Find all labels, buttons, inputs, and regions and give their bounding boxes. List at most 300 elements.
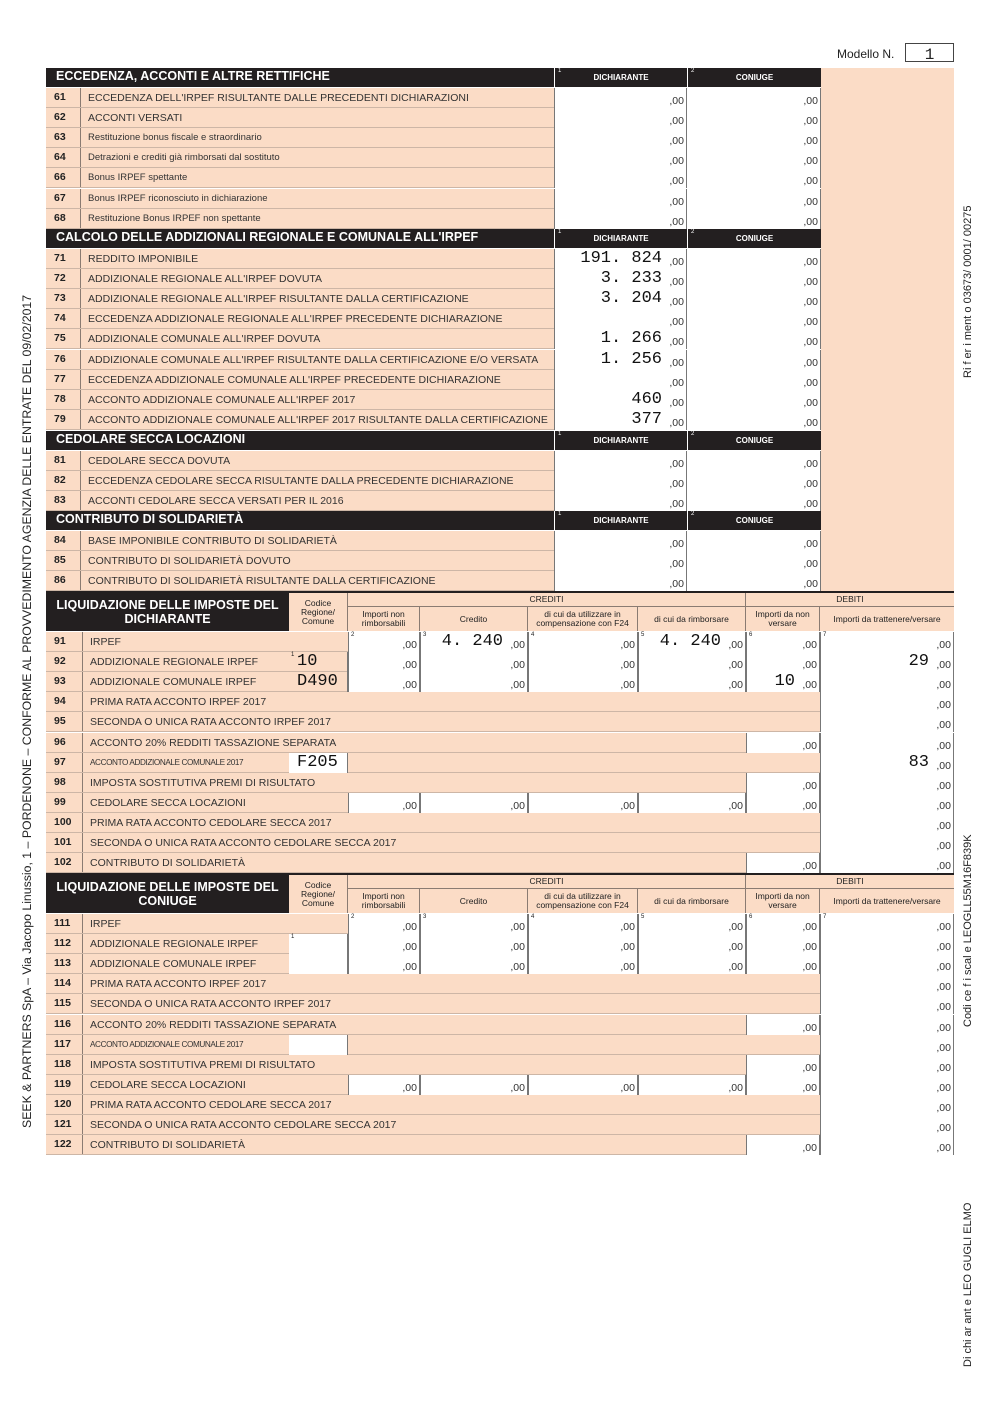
tratt-field[interactable] <box>820 1135 954 1155</box>
nonvers-field[interactable] <box>746 793 820 813</box>
nonvers-field[interactable] <box>746 652 820 672</box>
row-number: 72 <box>46 269 81 288</box>
row-number: 115 <box>46 994 83 1013</box>
liquidazione-row-r99 <box>46 793 954 813</box>
decimal-zero: ,00 <box>803 115 818 128</box>
form-row-r81 <box>46 451 821 471</box>
nonvers-field[interactable] <box>746 1015 820 1035</box>
row-label: CONTRIBUTO DI SOLIDARIETÀ <box>90 857 245 870</box>
tratt-field[interactable] <box>820 753 954 773</box>
dichiarante-field[interactable] <box>554 551 687 571</box>
decimal-zero: ,00 <box>620 921 635 933</box>
row-label: REDDITO IMPONIBILE <box>88 253 199 265</box>
coniuge-field[interactable] <box>687 249 821 269</box>
decimal-zero: ,00 <box>936 1001 951 1014</box>
col-dichiarante-label: DICHIARANTE <box>593 436 649 445</box>
decimal-zero: ,00 <box>669 195 684 208</box>
nonvers-field[interactable] <box>746 954 820 974</box>
dichiarante-field[interactable] <box>554 370 687 390</box>
form-row-r63 <box>46 128 821 148</box>
rimb-field[interactable] <box>638 652 746 672</box>
decimal-zero: ,00 <box>803 95 818 107</box>
row-label: CONTRIBUTO DI SOLIDARIETÀ DOVUTO <box>88 555 291 567</box>
nonrimb-field[interactable] <box>348 934 420 954</box>
tratt-field[interactable] <box>820 934 954 954</box>
nonvers-field[interactable] <box>746 1135 820 1155</box>
f24-field[interactable] <box>528 914 638 934</box>
codice-field[interactable] <box>289 652 348 672</box>
col-dichiarante-label: DICHIARANTE <box>593 234 649 243</box>
form-row-r79 <box>46 410 821 430</box>
amount-value: 377 <box>631 409 662 429</box>
form-row-r76 <box>46 350 821 370</box>
riferimento-vertical-text: Ri f er i ment o 03673/ 0001/ 00275 <box>962 205 974 378</box>
decimal-zero: ,00 <box>402 921 417 933</box>
decimal-zero: ,00 <box>728 941 743 954</box>
form-row-r67 <box>46 189 821 209</box>
row-number: 75 <box>46 329 81 348</box>
cell-index: 7 <box>823 914 827 920</box>
nonvers-field[interactable] <box>746 672 820 692</box>
dichiarante-field[interactable] <box>554 128 687 148</box>
form-row-r64 <box>46 148 821 168</box>
row-label: ACCONTO 20% REDDITI TASSAZIONE SEPARATA <box>90 1018 337 1031</box>
liquidazione-row-r113 <box>46 954 954 974</box>
dichiarante-field[interactable] <box>554 491 687 511</box>
tratt-field[interactable] <box>820 813 954 833</box>
decimal-zero: ,00 <box>936 1122 951 1134</box>
f24-field[interactable] <box>528 793 638 813</box>
liquidazione-row-r91 <box>46 632 954 652</box>
row-number: 112 <box>46 934 83 953</box>
tratt-field[interactable] <box>820 954 954 974</box>
liquidazione-header <box>46 873 954 913</box>
form-row-r78 <box>46 390 821 410</box>
coniuge-field[interactable] <box>687 370 821 390</box>
decimal-zero: ,00 <box>620 679 635 692</box>
liquidazione-row-r101 <box>46 833 954 853</box>
row-number: 64 <box>46 148 81 167</box>
row-label: ADDIZIONALE REGIONALE IRPEF <box>90 656 259 669</box>
dichiarante-field[interactable] <box>554 410 687 430</box>
row-label: ECCEDENZA DELL'IRPEF RISULTANTE DALLE PRECEDENTI DICHIARAZIONI <box>88 92 469 104</box>
row-label: ACCONTO 20% REDDITI TASSAZIONE SEPARATA <box>90 736 337 749</box>
coniuge-field[interactable] <box>687 269 821 289</box>
row-number: 118 <box>46 1055 83 1074</box>
codice-field[interactable] <box>289 1035 348 1055</box>
decimal-zero: ,00 <box>936 759 951 772</box>
row-label: CEDOLARE SECCA LOCAZIONI <box>90 796 246 809</box>
form-row-r66 <box>46 168 821 188</box>
modello-number-field[interactable]: 1 <box>905 43 954 62</box>
liquidazione-row-r97 <box>46 753 954 773</box>
decimal-zero: ,00 <box>802 921 817 933</box>
row-number: 111 <box>46 914 83 933</box>
decimal-zero: ,00 <box>669 356 684 369</box>
dichiarante-field[interactable] <box>554 531 687 551</box>
coniuge-field[interactable] <box>687 309 821 329</box>
nonrimb-field[interactable] <box>348 793 420 813</box>
dichiarante-field[interactable] <box>554 329 687 349</box>
f24-field[interactable] <box>528 934 638 954</box>
decimal-zero: ,00 <box>669 296 684 309</box>
cell-index: 3 <box>423 632 427 638</box>
row-number: 81 <box>46 451 81 470</box>
decimal-zero: ,00 <box>669 155 684 168</box>
tratt-field[interactable] <box>820 632 954 652</box>
section-title: CEDOLARE SECCA LOCAZIONI <box>56 432 246 446</box>
coniuge-field[interactable] <box>687 209 821 229</box>
tratt-field[interactable] <box>820 773 954 793</box>
nonvers-field[interactable] <box>746 733 820 753</box>
row-label: CEDOLARE SECCA LOCAZIONI <box>90 1078 246 1091</box>
coniuge-field[interactable] <box>687 148 821 168</box>
tratt-field[interactable] <box>820 1075 954 1095</box>
row-label: PRIMA RATA ACCONTO CEDOLARE SECCA 2017 <box>90 1098 332 1111</box>
codice-field[interactable] <box>289 954 348 974</box>
coniuge-field[interactable] <box>687 108 821 128</box>
tratt-field[interactable] <box>820 994 954 1014</box>
decimal-zero: ,00 <box>669 558 684 570</box>
row-label: ADDIZIONALE COMUNALE IRPEF <box>90 676 257 689</box>
liquidazione-row-r94 <box>46 692 954 712</box>
tratt-field[interactable] <box>820 974 954 994</box>
row-number: 101 <box>46 833 83 852</box>
dichiarante-field[interactable] <box>554 451 687 471</box>
coniuge-field[interactable] <box>687 189 821 209</box>
row-label: CEDOLARE SECCA DOVUTA <box>88 455 231 467</box>
nonrimb-field[interactable] <box>348 672 420 692</box>
liquidazione-row-r116 <box>46 1015 954 1035</box>
dichiarante-field[interactable] <box>554 471 687 491</box>
debiti-header: DEBITI <box>746 593 954 607</box>
tratt-field[interactable] <box>820 692 954 712</box>
row-number: 74 <box>46 309 81 328</box>
row-label: IMPOSTA SOSTITUTIVA PREMI DI RISULTATO <box>90 776 316 789</box>
form-row-r82 <box>46 471 821 491</box>
decimal-zero: ,00 <box>620 941 635 954</box>
row-number: 114 <box>46 974 83 993</box>
nonvers-field[interactable] <box>746 853 820 873</box>
row-number: 96 <box>46 733 83 752</box>
liquidazione-row-r102 <box>46 853 954 873</box>
decimal-zero: ,00 <box>936 981 951 994</box>
row-label: ACCONTO ADDIZIONALE COMUNALE ALL'IRPEF 2017 <box>88 393 356 406</box>
rimb-field[interactable] <box>638 954 746 974</box>
decimal-zero: ,00 <box>510 659 525 672</box>
row-label: SECONDA O UNICA RATA ACCONTO IRPEF 2017 <box>90 716 331 729</box>
decimal-zero: ,00 <box>803 256 818 268</box>
rimb-field[interactable] <box>638 672 746 692</box>
credito-field[interactable] <box>420 632 528 652</box>
decimal-zero: ,00 <box>802 1021 817 1034</box>
decimal-zero: ,00 <box>669 95 684 107</box>
tratt-field[interactable] <box>820 833 954 853</box>
decimal-zero: ,00 <box>936 799 951 812</box>
amount-value: 191. 824 <box>580 249 662 268</box>
form-row-r68 <box>46 209 821 229</box>
row-number: 119 <box>46 1075 83 1094</box>
row-number: 77 <box>46 370 81 389</box>
row-label: PRIMA RATA ACCONTO IRPEF 2017 <box>90 696 267 709</box>
decimal-zero: ,00 <box>669 135 684 148</box>
rimb-field[interactable] <box>638 1075 746 1095</box>
decimal-zero: ,00 <box>936 840 951 852</box>
col-header-credito: Credito <box>420 607 528 631</box>
row-label: ADDIZIONALE REGIONALE IRPEF <box>90 938 259 951</box>
credito-field[interactable] <box>420 652 528 672</box>
decimal-zero: ,00 <box>802 799 817 812</box>
tratt-field[interactable] <box>820 652 954 672</box>
coniuge-field[interactable] <box>687 410 821 430</box>
tratt-field[interactable] <box>820 853 954 873</box>
coniuge-field[interactable] <box>687 471 821 491</box>
f24-field[interactable] <box>528 672 638 692</box>
decimal-zero: ,00 <box>620 1081 635 1094</box>
section-header-s4 <box>46 511 821 530</box>
codice-field[interactable] <box>289 672 348 692</box>
row-number: 84 <box>46 531 81 550</box>
credito-field[interactable] <box>420 793 528 813</box>
decimal-zero: ,00 <box>669 215 684 228</box>
debiti-header: DEBITI <box>746 875 954 889</box>
col-header-nonrimb: Importi non rimborsabili <box>348 889 420 913</box>
decimal-zero: ,00 <box>620 659 635 672</box>
liquidazione-row-r100 <box>46 813 954 833</box>
liquidazione-row-r95 <box>46 712 954 732</box>
row-number: 73 <box>46 289 81 308</box>
codice-fiscale-vertical-text: Codi ce f i scal e LEOGLL55M16F839K <box>962 834 974 1027</box>
coniuge-field[interactable] <box>687 289 821 309</box>
row-number: 113 <box>46 954 83 973</box>
dichiarante-field[interactable] <box>554 189 687 209</box>
nonrimb-field[interactable] <box>348 1075 420 1095</box>
row-label: IRPEF <box>90 636 121 648</box>
decimal-zero: ,00 <box>802 1081 817 1094</box>
row-label: CONTRIBUTO DI SOLIDARIETÀ <box>90 1139 245 1152</box>
amount-value: 10 <box>774 672 795 692</box>
row-label: CONTRIBUTO DI SOLIDARIETÀ RISULTANTE DALLA CERTIFICAZIONE <box>88 575 436 587</box>
decimal-zero: ,00 <box>669 276 684 289</box>
decimal-zero: ,00 <box>936 659 951 672</box>
decimal-zero: ,00 <box>803 296 818 309</box>
nonvers-field[interactable] <box>746 1075 820 1095</box>
row-label: Restituzione bonus fiscale e straordinario <box>88 132 262 144</box>
rimb-field[interactable] <box>638 914 746 934</box>
section-title: CONTRIBUTO DI SOLIDARIETÀ <box>56 512 244 526</box>
row-number: 67 <box>46 189 81 208</box>
cell-index: 6 <box>749 914 753 920</box>
tratt-field[interactable] <box>820 1055 954 1075</box>
rimb-field[interactable] <box>638 793 746 813</box>
form-row-r85 <box>46 551 821 571</box>
decimal-zero: ,00 <box>510 941 525 954</box>
col-number: 1 <box>558 68 562 74</box>
liquidazione-row-r117 <box>46 1035 954 1055</box>
decimal-zero: ,00 <box>803 396 818 409</box>
right-shaded-column <box>821 68 954 591</box>
dichiarante-field[interactable] <box>554 249 687 269</box>
codice-field[interactable] <box>289 934 348 954</box>
decimal-zero: ,00 <box>620 639 635 651</box>
decimal-zero: ,00 <box>669 175 684 188</box>
col-number: 2 <box>691 511 695 517</box>
tratt-field[interactable] <box>820 793 954 813</box>
row-number: 63 <box>46 128 81 147</box>
dichiarante-field[interactable] <box>554 88 687 108</box>
dichiarante-field[interactable] <box>554 269 687 289</box>
decimal-zero: ,00 <box>803 376 818 389</box>
rimb-field[interactable] <box>638 632 746 652</box>
decimal-zero: ,00 <box>802 679 817 692</box>
row-label: IMPOSTA SOSTITUTIVA PREMI DI RISULTATO <box>90 1058 316 1071</box>
codice-header: Codice Regione/ Comune <box>289 593 348 631</box>
nonrimb-field[interactable] <box>348 914 420 934</box>
tratt-field[interactable] <box>820 1035 954 1055</box>
coniuge-field[interactable] <box>687 551 821 571</box>
liquidazione-row-r111 <box>46 914 954 934</box>
liquidazione-title: LIQUIDAZIONE DELLE IMPOSTE DEL DICHIARANTE <box>46 593 289 631</box>
form-row-r84 <box>46 531 821 551</box>
dichiarante-field[interactable] <box>554 390 687 410</box>
form-row-r61 <box>46 88 821 108</box>
tratt-field[interactable] <box>820 733 954 753</box>
row-label: Restituzione Bonus IRPEF non spettante <box>88 212 261 224</box>
nonvers-field[interactable] <box>746 773 820 793</box>
dichiarante-field[interactable] <box>554 571 687 591</box>
coniuge-field[interactable] <box>687 571 821 591</box>
row-number: 99 <box>46 793 83 812</box>
col-coniuge-label: CONIUGE <box>735 516 774 525</box>
nonvers-field[interactable] <box>746 1055 820 1075</box>
row-number: 76 <box>46 350 81 369</box>
nonrimb-field[interactable] <box>348 632 420 652</box>
tratt-field[interactable] <box>820 914 954 934</box>
coniuge-field[interactable] <box>687 329 821 349</box>
cell-index: 7 <box>823 632 827 638</box>
tratt-field[interactable] <box>820 712 954 732</box>
decimal-zero: ,00 <box>669 458 684 470</box>
row-label: PRIMA RATA ACCONTO IRPEF 2017 <box>90 978 267 991</box>
f24-field[interactable] <box>528 954 638 974</box>
row-label: IRPEF <box>90 918 121 930</box>
coniuge-field[interactable] <box>687 451 821 471</box>
row-number: 86 <box>46 571 81 590</box>
decimal-zero: ,00 <box>728 659 743 672</box>
decimal-zero: ,00 <box>936 679 951 692</box>
row-label: ACCONTO ADDIZIONALE COMUNALE 2017 <box>90 1039 244 1049</box>
decimal-zero: ,00 <box>669 115 684 128</box>
decimal-zero: ,00 <box>936 699 951 712</box>
liquidazione-row-r92 <box>46 652 954 672</box>
dichiarante-field[interactable] <box>554 289 687 309</box>
col-header-tratt: Importi da trattenere/versare <box>833 613 941 624</box>
dichiarante-field[interactable] <box>554 108 687 128</box>
coniuge-field[interactable] <box>687 88 821 108</box>
nonvers-field[interactable] <box>746 632 820 652</box>
cell-index: 4 <box>531 632 535 638</box>
liquidazione-row-r115 <box>46 994 954 1014</box>
nonvers-field[interactable] <box>746 934 820 954</box>
decimal-zero: ,00 <box>510 679 525 692</box>
crediti-header: CREDITI <box>348 593 746 607</box>
decimal-zero: ,00 <box>402 639 417 651</box>
decimal-zero: ,00 <box>728 799 743 812</box>
coniuge-field[interactable] <box>687 168 821 188</box>
codice-value: D490 <box>297 672 338 692</box>
dichiarante-field[interactable] <box>554 209 687 229</box>
credito-field[interactable] <box>420 672 528 692</box>
credito-field[interactable] <box>420 1075 528 1095</box>
codice-field[interactable] <box>289 753 348 773</box>
row-label: ACCONTO ADDIZIONALE COMUNALE ALL'IRPEF 2017 RISULTANTE DALLA CERTIFICAZIONE <box>88 413 548 426</box>
coniuge-field[interactable] <box>687 531 821 551</box>
nonrimb-field[interactable] <box>348 652 420 672</box>
decimal-zero: ,00 <box>936 719 951 732</box>
credito-field[interactable] <box>420 934 528 954</box>
decimal-zero: ,00 <box>669 336 684 349</box>
rimb-field[interactable] <box>638 934 746 954</box>
tratt-field[interactable] <box>820 672 954 692</box>
decimal-zero: ,00 <box>728 639 743 651</box>
amount-value: 4. 240 <box>659 632 721 651</box>
crediti-header: CREDITI <box>348 875 746 889</box>
f24-field[interactable] <box>528 1075 638 1095</box>
cell-index: 1 <box>291 934 295 941</box>
f24-field[interactable] <box>528 652 638 672</box>
form-row-r72 <box>46 269 821 289</box>
amount-value: 460 <box>631 389 662 409</box>
dichiarante-field[interactable] <box>554 309 687 329</box>
row-label: SECONDA O UNICA RATA ACCONTO CEDOLARE SECCA 2017 <box>90 837 397 849</box>
coniuge-field[interactable] <box>687 128 821 148</box>
dichiarante-field[interactable] <box>554 168 687 188</box>
coniuge-field[interactable] <box>687 390 821 410</box>
col-header-nonvers: Importi da non versare <box>746 607 820 631</box>
f24-field[interactable] <box>528 632 638 652</box>
liquidazione-row-r112 <box>46 934 954 954</box>
liquidazione-row-r120 <box>46 1095 954 1115</box>
form-row-r62 <box>46 108 821 128</box>
liquidazione-row-r114 <box>46 974 954 994</box>
coniuge-field[interactable] <box>687 491 821 511</box>
row-label: ADDIZIONALE REGIONALE ALL'IRPEF RISULTANTE DALLA CERTIFICAZIONE <box>88 293 469 306</box>
coniuge-field[interactable] <box>687 350 821 370</box>
decimal-zero: ,00 <box>936 1021 951 1034</box>
tratt-field[interactable] <box>820 1115 954 1135</box>
form-row-r74 <box>46 309 821 329</box>
row-label: BASE IMPONIBILE CONTRIBUTO DI SOLIDARIETÀ <box>88 535 337 547</box>
row-number: 97 <box>46 753 83 772</box>
decimal-zero: ,00 <box>802 779 817 792</box>
dichiarante-field[interactable] <box>554 350 687 370</box>
decimal-zero: ,00 <box>803 316 818 329</box>
nonrimb-field[interactable] <box>348 954 420 974</box>
decimal-zero: ,00 <box>936 779 951 792</box>
decimal-zero: ,00 <box>510 961 525 974</box>
row-label: ADDIZIONALE COMUNALE ALL'IRPEF DOVUTA <box>88 333 321 346</box>
row-number: 78 <box>46 390 81 409</box>
decimal-zero: ,00 <box>510 799 525 812</box>
row-number: 83 <box>46 491 81 510</box>
form-row-r73 <box>46 289 821 309</box>
tratt-field[interactable] <box>820 1015 954 1035</box>
nonvers-field[interactable] <box>746 914 820 934</box>
credito-field[interactable] <box>420 954 528 974</box>
credito-field[interactable] <box>420 914 528 934</box>
dichiarante-field[interactable] <box>554 148 687 168</box>
tratt-field[interactable] <box>820 1095 954 1115</box>
